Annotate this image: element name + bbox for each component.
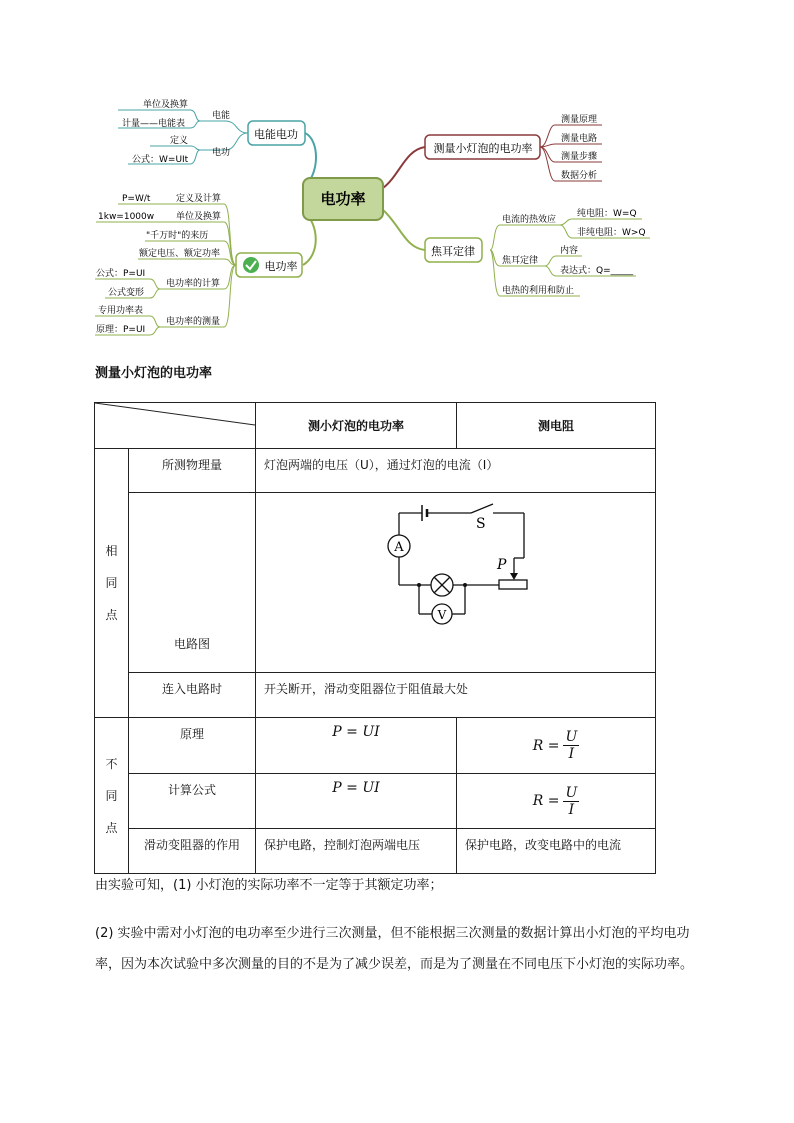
mm-item: 焦耳定律 [502,256,539,266]
row-label-principle: 原理 [129,718,256,774]
check-icon [243,257,259,273]
group-same-label: 相同点 [105,544,118,622]
group-diff [95,718,129,874]
conclusion-line-2: (2) 实验中需对小灯泡的电功率至少进行三次测量，但不能根据三次测量的数据计算出小灯泡的平均电功率，因为本次试验中多次测量的目的不是为了减少误差，而是为了测量在不同电压下小灯泡的实际功率。 [95,926,694,972]
mm-item: 额定电压、额定功率 [139,249,221,259]
mm-item: 计量——电能表 [122,119,186,129]
mm-item: 单位及换算 [176,212,222,222]
mm-label-work: 电功 [212,148,231,158]
mind-map [0,0,794,345]
comparison-table [94,402,656,874]
circuit-diagram [256,493,656,671]
mm-item: 1kw=1000w [98,212,155,222]
row-value-measured: 灯泡两端的电压（U），通过灯泡的电流（I） [256,449,656,493]
formula-numerator: U [565,784,578,801]
mm-item: 表达式：Q=_____ [560,266,634,276]
row-label-circuit-cell [129,493,256,673]
slider-label: P [497,557,507,573]
formula-denominator: I [568,746,575,762]
mm-item: 定义及计算 [176,194,222,204]
ammeter-label: A [394,540,404,555]
calc-resistance-formula [533,785,580,818]
mm-item: 内容 [560,246,579,256]
principle-resistance-cell [457,718,656,774]
formula-lhs: R = [532,737,560,754]
mm-item: 测量步骤 [561,152,598,162]
mm-item: 公式：P=UI [96,269,146,279]
formula-denominator: I [568,801,575,818]
mm-item: 公式变形 [108,288,145,298]
col-header-power: 测小灯泡的电功率 [256,403,457,449]
formula-numerator: U [565,729,578,745]
row-label-formula: 计算公式 [129,774,256,829]
row-label-measured: 所测物理量 [129,449,256,493]
group-diff-label: 不同点 [105,756,118,835]
diagonal-header-cell [95,403,256,449]
mm-item: 电功率的测量 [166,317,221,327]
section-title: 测量小灯泡的电功率 [95,366,213,381]
principle-power-formula: P = UI [256,718,457,774]
node-measure-power-label: 测量小灯泡的电功率 [433,142,533,155]
rheostat-resistance-value: 保护电路，改变电路中的电流 [457,829,656,874]
rheostat-power-value: 保护电路，控制灯泡两端电压 [256,829,457,874]
principle-resistance-formula [533,729,580,762]
voltmeter-label: V [437,608,447,622]
calc-resistance-cell [457,774,656,829]
mm-item: 定义 [170,136,189,146]
mm-item: 电流的热效应 [502,215,557,225]
mm-label-energy: 电能 [212,111,231,121]
mm-item: 公式：W=UIt [132,155,189,165]
col-header-resistance: 测电阻 [457,403,656,449]
node-electric-energy-label: 电能电功 [254,128,298,141]
calc-power-formula: P = UI [256,774,457,829]
center-node-label: 电功率 [320,190,366,208]
node-electric-power-label: 电功率 [264,260,298,273]
mm-item: 测量原理 [561,115,598,125]
group-same [95,449,129,718]
row-label-circuit: 电路图 [173,637,210,651]
mm-item: 数据分析 [561,171,598,181]
circuit-diagram-cell [256,493,656,673]
mm-item: 非纯电阻：W>Q [577,228,646,238]
row-label-connect: 连入电路时 [129,673,256,718]
switch-label: S [476,516,486,532]
mm-item: "千万时"的来历 [146,231,209,241]
formula-lhs: R = [532,793,560,809]
node-joule-law-label: 焦耳定律 [431,245,475,258]
mm-item: 单位及换算 [143,100,189,110]
row-value-connect: 开关断开，滑动变阻器位于阻值最大处 [256,673,656,718]
mm-item: 电功率的计算 [166,279,221,289]
row-label-rheostat: 滑动变阻器的作用 [129,829,256,874]
conclusion-line-1: 由实验可知，(1) 小灯泡的实际功率不一定等于其额定功率； [95,878,443,893]
mm-item: 电热的利用和防止 [502,286,575,296]
mm-item: 原理：P=UI [96,325,146,335]
mm-item: 专用功率表 [98,306,144,316]
mm-item: 纯电阻：W=Q [577,209,637,219]
mm-item: 测量电路 [561,134,598,144]
mm-item: P=W/t [122,194,151,204]
